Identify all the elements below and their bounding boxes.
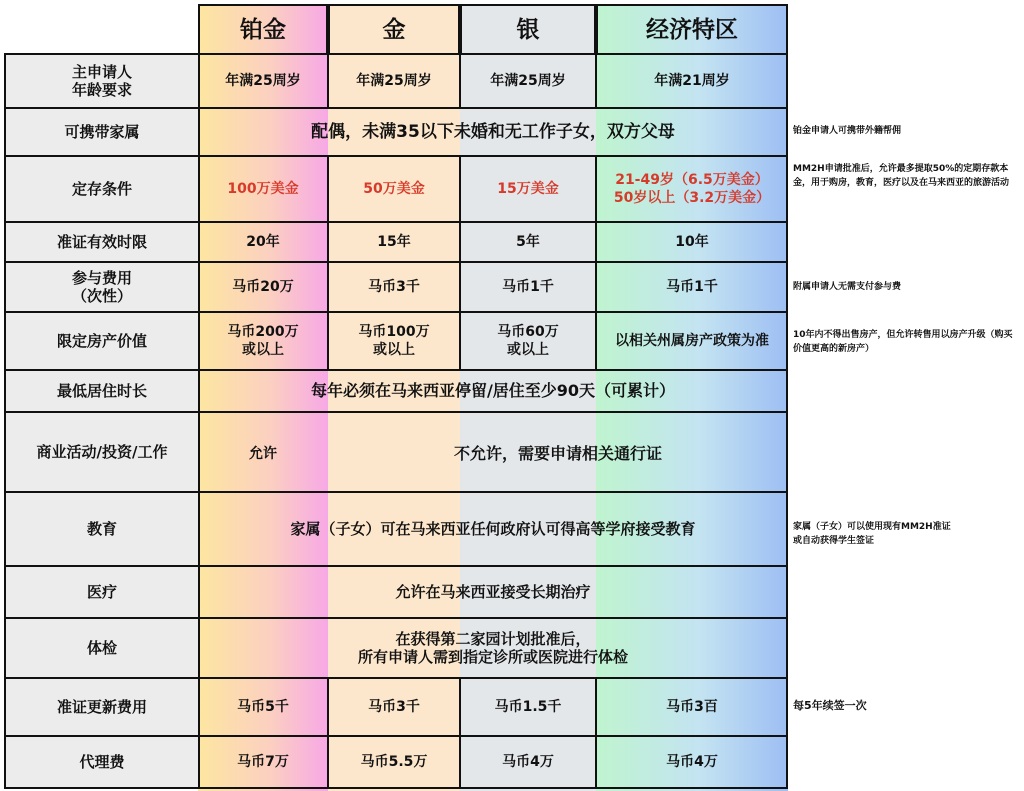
- grid-line: [198, 107, 788, 109]
- label-stay: 最低居住时长: [4, 369, 200, 413]
- grid-line: [198, 155, 788, 157]
- grid-line: [198, 677, 788, 679]
- deposit-sez: 21-49岁（6.5万美金） 50岁以上（3.2万美金）: [613, 172, 771, 206]
- deposit-platinum: 100万美金: [227, 181, 299, 197]
- age-platinum: 年满25周岁: [225, 73, 301, 89]
- header-gold: 金: [328, 4, 460, 54]
- header-silver: 银: [460, 4, 596, 54]
- agent-sez: 马币4万: [666, 754, 718, 770]
- medical-all: 允许在马来西亚接受长期治疗: [395, 583, 591, 601]
- grid-line: [595, 155, 597, 371]
- grid-line: [327, 677, 329, 789]
- agent-platinum: 马币7万: [237, 754, 289, 770]
- grid-line: [198, 735, 788, 737]
- label-agent: 代理费: [4, 735, 200, 789]
- grid-line: [786, 4, 788, 789]
- grid-line: [198, 4, 200, 789]
- grid-line: [459, 155, 461, 371]
- grid-line: [4, 787, 788, 789]
- grid-line: [4, 53, 6, 789]
- grid-line: [198, 491, 788, 493]
- stay-all: 每年必须在马来西亚停留/居住至少90天（可累计）: [310, 381, 676, 400]
- header-platinum: 铂金: [198, 4, 328, 54]
- label-fee: 参与费用 （次性）: [4, 261, 200, 313]
- fee-platinum: 马币20万: [232, 279, 294, 295]
- property-sez: 以相关州属房产政策为准: [615, 333, 769, 349]
- property-platinum: 马币200万 或以上: [227, 324, 299, 358]
- property-gold: 马币100万 或以上: [358, 324, 430, 358]
- business-platinum: 允许: [249, 446, 277, 462]
- grid-line: [198, 221, 788, 223]
- validity-silver: 5年: [516, 234, 540, 250]
- deposit-silver: 15万美金: [497, 181, 559, 197]
- grid-line: [327, 155, 329, 371]
- grid-line: [198, 617, 788, 619]
- note-property: 10年内不得出售房产，但允许转售用以房产升级（购买价值更高的新房产）: [793, 330, 1013, 354]
- fee-silver: 马币1千: [502, 279, 554, 295]
- age-sez: 年满21周岁: [654, 73, 730, 89]
- label-deposit: 定存条件: [4, 155, 200, 223]
- header-sez: 经济特区: [596, 4, 788, 54]
- validity-sez: 10年: [675, 234, 709, 250]
- business-others: 不允许，需要申请相关通行证: [453, 444, 662, 463]
- deposit-gold: 50万美金: [363, 181, 425, 197]
- grid-line: [595, 4, 597, 109]
- education-all: 家属（子女）可在马来西亚任何政府认可得高等学府接受教育: [290, 520, 696, 538]
- grid-line: [198, 261, 788, 263]
- grid-line: [459, 677, 461, 789]
- grid-line: [595, 677, 597, 789]
- fee-gold: 马币3千: [368, 279, 420, 295]
- label-validity: 准证有效时限: [4, 221, 200, 263]
- age-gold: 年满25周岁: [356, 73, 432, 89]
- grid-line: [198, 311, 788, 313]
- label-property: 限定房产价值: [4, 311, 200, 371]
- agent-gold: 马币5.5万: [360, 754, 428, 770]
- label-renewal: 准证更新费用: [4, 677, 200, 737]
- validity-platinum: 20年: [246, 234, 280, 250]
- age-silver: 年满25周岁: [490, 73, 566, 89]
- grid-line: [198, 4, 788, 6]
- note-education: 家属（子女）可以使用现有MM2H准证 或自动获得学生签证: [793, 522, 951, 546]
- label-education: 教育: [4, 491, 200, 567]
- fee-sez: 马币1千: [666, 279, 718, 295]
- note-renewal: 每5年续签一次: [793, 699, 867, 712]
- property-silver: 马币60万 或以上: [497, 324, 559, 358]
- grid-line: [198, 565, 788, 567]
- dependents-all: 配偶，未满35以下未婚和无工作子女，双方父母: [311, 122, 675, 142]
- renewal-sez: 马币3百: [666, 699, 718, 715]
- label-medical: 医疗: [4, 565, 200, 619]
- agent-silver: 马币4万: [502, 754, 554, 770]
- grid-line: [327, 4, 329, 109]
- grid-line: [4, 53, 788, 55]
- checkup-all: 在获得第二家园计划批准后， 所有申请人需到指定诊所或医院进行体检: [357, 630, 628, 666]
- label-business: 商业活动/投资/工作: [4, 411, 200, 493]
- renewal-silver: 马币1.5千: [494, 699, 562, 715]
- validity-gold: 15年: [377, 234, 411, 250]
- grid-line: [198, 411, 788, 413]
- renewal-gold: 马币3千: [368, 699, 420, 715]
- renewal-platinum: 马币5千: [237, 699, 289, 715]
- label-checkup: 体检: [4, 617, 200, 679]
- grid-line: [459, 4, 461, 109]
- label-dependents: 可携带家属: [4, 107, 200, 157]
- grid-line: [198, 369, 788, 371]
- note-deposit: MM2H申请批准后，允许最多提取50%的定期存款本金，用于购房，教育，医疗以及在马来西亚的旅游活动: [793, 164, 1010, 188]
- note-dependents: 铂金申请人可携带外籍帮佣: [793, 126, 902, 136]
- note-fee: 附属申请人无需支付参与费: [793, 282, 902, 292]
- label-age: 主申请人 年龄要求: [4, 53, 200, 109]
